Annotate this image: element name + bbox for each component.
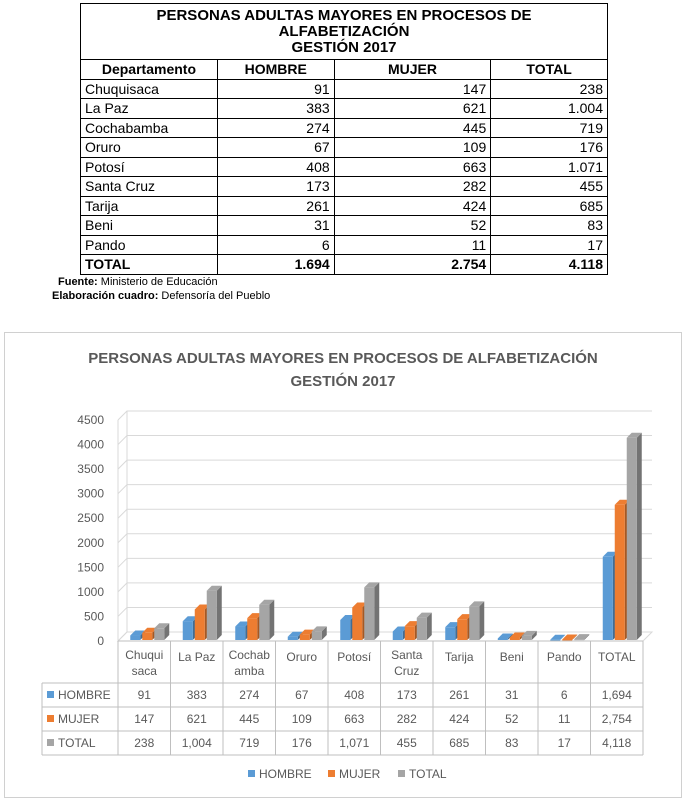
data-label: 455	[396, 736, 417, 750]
series-name: MUJER	[58, 712, 100, 726]
value-cell: 424	[334, 196, 491, 216]
category-label: Oruro	[286, 650, 318, 664]
gridline	[118, 411, 652, 420]
bar-total	[207, 591, 217, 640]
category-label: Cochab	[228, 648, 270, 662]
value-cell: 621	[334, 99, 491, 119]
bar-total	[574, 639, 584, 640]
y-tick-label: 1500	[77, 560, 104, 575]
value-cell: 17	[491, 235, 608, 255]
table-title-line-2: ALFABETIZACIÓN	[278, 23, 410, 40]
category-label: Beni	[499, 650, 524, 664]
gridline	[118, 485, 652, 494]
legend-swatch-mujer	[328, 770, 335, 777]
data-label: 6	[560, 688, 568, 702]
value-cell: 1.694	[217, 255, 334, 275]
data-label: 147	[134, 712, 155, 726]
legend-label: MUJER	[339, 767, 381, 781]
value-cell: 274	[217, 118, 334, 138]
category-label: Potosí	[337, 650, 372, 664]
bar-total	[312, 631, 322, 640]
y-tick-label: 1000	[77, 584, 104, 599]
legend-label: TOTAL	[409, 767, 447, 781]
category-label: Santa	[391, 648, 423, 662]
category-label: La Paz	[178, 650, 216, 664]
bar-side-total	[269, 600, 274, 640]
value-cell: 173	[217, 177, 334, 197]
value-cell: 31	[217, 216, 334, 236]
department-cell: Pando	[81, 235, 218, 255]
chart-title: PERSONAS ADULTAS MAYORES EN PROCESOS DE ALFABETIZACIÓN	[88, 350, 598, 367]
bar-mujer	[457, 619, 467, 640]
value-cell: 261	[217, 196, 334, 216]
bar-side-total	[479, 601, 484, 640]
data-label: 109	[291, 712, 312, 726]
gridline	[118, 583, 652, 592]
legend-swatch-total	[398, 770, 405, 777]
data-label: 11	[558, 712, 571, 726]
column-header: HOMBRE	[217, 60, 334, 80]
bar-mujer	[247, 618, 257, 640]
bar-total	[417, 618, 427, 640]
bar-hombre	[235, 627, 245, 640]
department-cell: Tarija	[81, 196, 218, 216]
category-label: Pando	[546, 650, 582, 664]
gridline	[118, 534, 652, 543]
bar-total	[522, 636, 532, 640]
bar-hombre	[130, 636, 140, 640]
series-key-swatch	[47, 739, 54, 746]
bar-total	[627, 438, 637, 640]
department-cell: Potosí	[81, 157, 218, 177]
source-label: Fuente:	[58, 276, 98, 288]
table-title-line-1: PERSONAS ADULTAS MAYORES EN PROCESOS DE	[156, 7, 532, 24]
y-tick-label: 3000	[77, 486, 104, 501]
bar-mujer	[300, 635, 310, 640]
series-key-swatch	[47, 691, 54, 698]
value-cell: 685	[491, 196, 608, 216]
bar-side-total	[637, 433, 642, 640]
value-cell: 383	[217, 99, 334, 119]
bar-hombre	[183, 621, 193, 640]
data-label: 1,004	[181, 736, 212, 750]
bar-total	[259, 605, 269, 640]
data-label: 67	[295, 688, 309, 702]
department-cell: La Paz	[81, 99, 218, 119]
data-label: 52	[505, 712, 519, 726]
value-cell: 663	[334, 157, 491, 177]
value-cell: 455	[491, 177, 608, 197]
y-tick-label: 2000	[77, 535, 104, 550]
data-label: 31	[505, 688, 519, 702]
value-cell: 176	[491, 138, 608, 158]
data-label: 719	[239, 736, 260, 750]
value-cell: 445	[334, 118, 491, 138]
data-label: 261	[449, 688, 470, 702]
department-cell: Cochabamba	[81, 118, 218, 138]
data-label: 621	[186, 712, 207, 726]
value-cell: 4.118	[491, 255, 608, 275]
category-label: saca	[131, 664, 157, 678]
data-label: 173	[396, 688, 417, 702]
bar-side-total	[374, 582, 379, 640]
legend-label: HOMBRE	[259, 767, 312, 781]
data-label: 274	[239, 688, 260, 702]
bar-mujer	[352, 607, 362, 640]
data-label: 282	[396, 712, 417, 726]
table-title-line-3: GESTIÓN 2017	[291, 39, 397, 56]
value-cell: 109	[334, 138, 491, 158]
bar-total	[469, 606, 479, 640]
series-name: TOTAL	[58, 736, 96, 750]
department-cell: Oruro	[81, 138, 218, 158]
data-label: 238	[134, 736, 155, 750]
data-label: 663	[344, 712, 365, 726]
value-cell: 83	[491, 216, 608, 236]
y-tick-label: 0	[97, 634, 104, 648]
legend-swatch-hombre	[248, 770, 255, 777]
bar-mujer	[142, 633, 152, 640]
data-label: 4,118	[602, 736, 632, 750]
elaboration-value: Defensoría del Pueblo	[161, 290, 271, 302]
data-label: 2,754	[601, 712, 632, 726]
value-cell: 67	[217, 138, 334, 158]
bar-total	[154, 628, 164, 640]
data-label: 685	[449, 736, 470, 750]
value-cell: 2.754	[334, 255, 491, 275]
data-label: 83	[505, 736, 519, 750]
bar-mujer	[510, 637, 520, 640]
category-label: TOTAL	[597, 650, 636, 664]
category-label: amba	[234, 664, 265, 678]
y-tick-label: 4000	[77, 437, 104, 452]
source-value: Ministerio de Educación	[100, 276, 218, 288]
department-cell: Santa Cruz	[81, 177, 218, 197]
category-label: Cruz	[394, 664, 420, 678]
gridline	[118, 460, 652, 469]
value-cell: 1.071	[491, 157, 608, 177]
data-label: 383	[186, 688, 207, 702]
data-label: 408	[344, 688, 365, 702]
bar-hombre	[288, 637, 298, 640]
y-tick-label: 4500	[77, 413, 104, 427]
bar-mujer	[615, 505, 625, 640]
value-cell: 91	[217, 79, 334, 99]
data-label: 445	[239, 712, 260, 726]
value-cell: 282	[334, 177, 491, 197]
y-tick-label: 500	[83, 609, 104, 624]
department-cell: Chuquisaca	[81, 79, 218, 99]
bar-hombre	[445, 627, 455, 640]
bar-hombre	[340, 620, 350, 640]
gridline	[118, 436, 652, 445]
column-header: TOTAL	[491, 60, 608, 80]
data-label: 17	[557, 736, 571, 750]
series-name: HOMBRE	[58, 688, 111, 702]
bar-mujer	[562, 639, 572, 640]
data-label: 1,694	[601, 688, 632, 702]
value-cell: 6	[217, 235, 334, 255]
data-label: 1,071	[339, 736, 370, 750]
value-cell: 147	[334, 79, 491, 99]
value-cell: 408	[217, 157, 334, 177]
value-cell: 1.004	[491, 99, 608, 119]
value-cell: 11	[334, 235, 491, 255]
bar-mujer	[195, 610, 205, 640]
category-label: Chuqui	[125, 648, 164, 662]
category-label: Tarija	[444, 650, 474, 664]
data-label: 424	[449, 712, 470, 726]
value-cell: 52	[334, 216, 491, 236]
bar-hombre	[603, 557, 613, 640]
value-cell: 238	[491, 79, 608, 99]
bar-total	[364, 587, 374, 640]
gridline	[118, 558, 652, 567]
value-cell: 719	[491, 118, 608, 138]
department-cell: Beni	[81, 216, 218, 236]
bar-side-total	[217, 586, 222, 640]
series-key-swatch	[47, 715, 54, 722]
data-label: 176	[291, 736, 312, 750]
chart-subtitle: GESTIÓN 2017	[290, 373, 396, 390]
bar-mujer	[405, 626, 415, 640]
y-tick-label: 2500	[77, 511, 104, 526]
data-label: 91	[137, 688, 151, 702]
column-header: Departamento	[81, 60, 218, 80]
gridline	[118, 509, 652, 518]
elaboration-label: Elaboración cuadro:	[52, 290, 159, 302]
column-header: MUJER	[334, 60, 491, 80]
department-cell: TOTAL	[81, 255, 218, 275]
bar-hombre	[393, 632, 403, 640]
bar-hombre	[498, 638, 508, 640]
y-tick-label: 3500	[77, 462, 104, 477]
